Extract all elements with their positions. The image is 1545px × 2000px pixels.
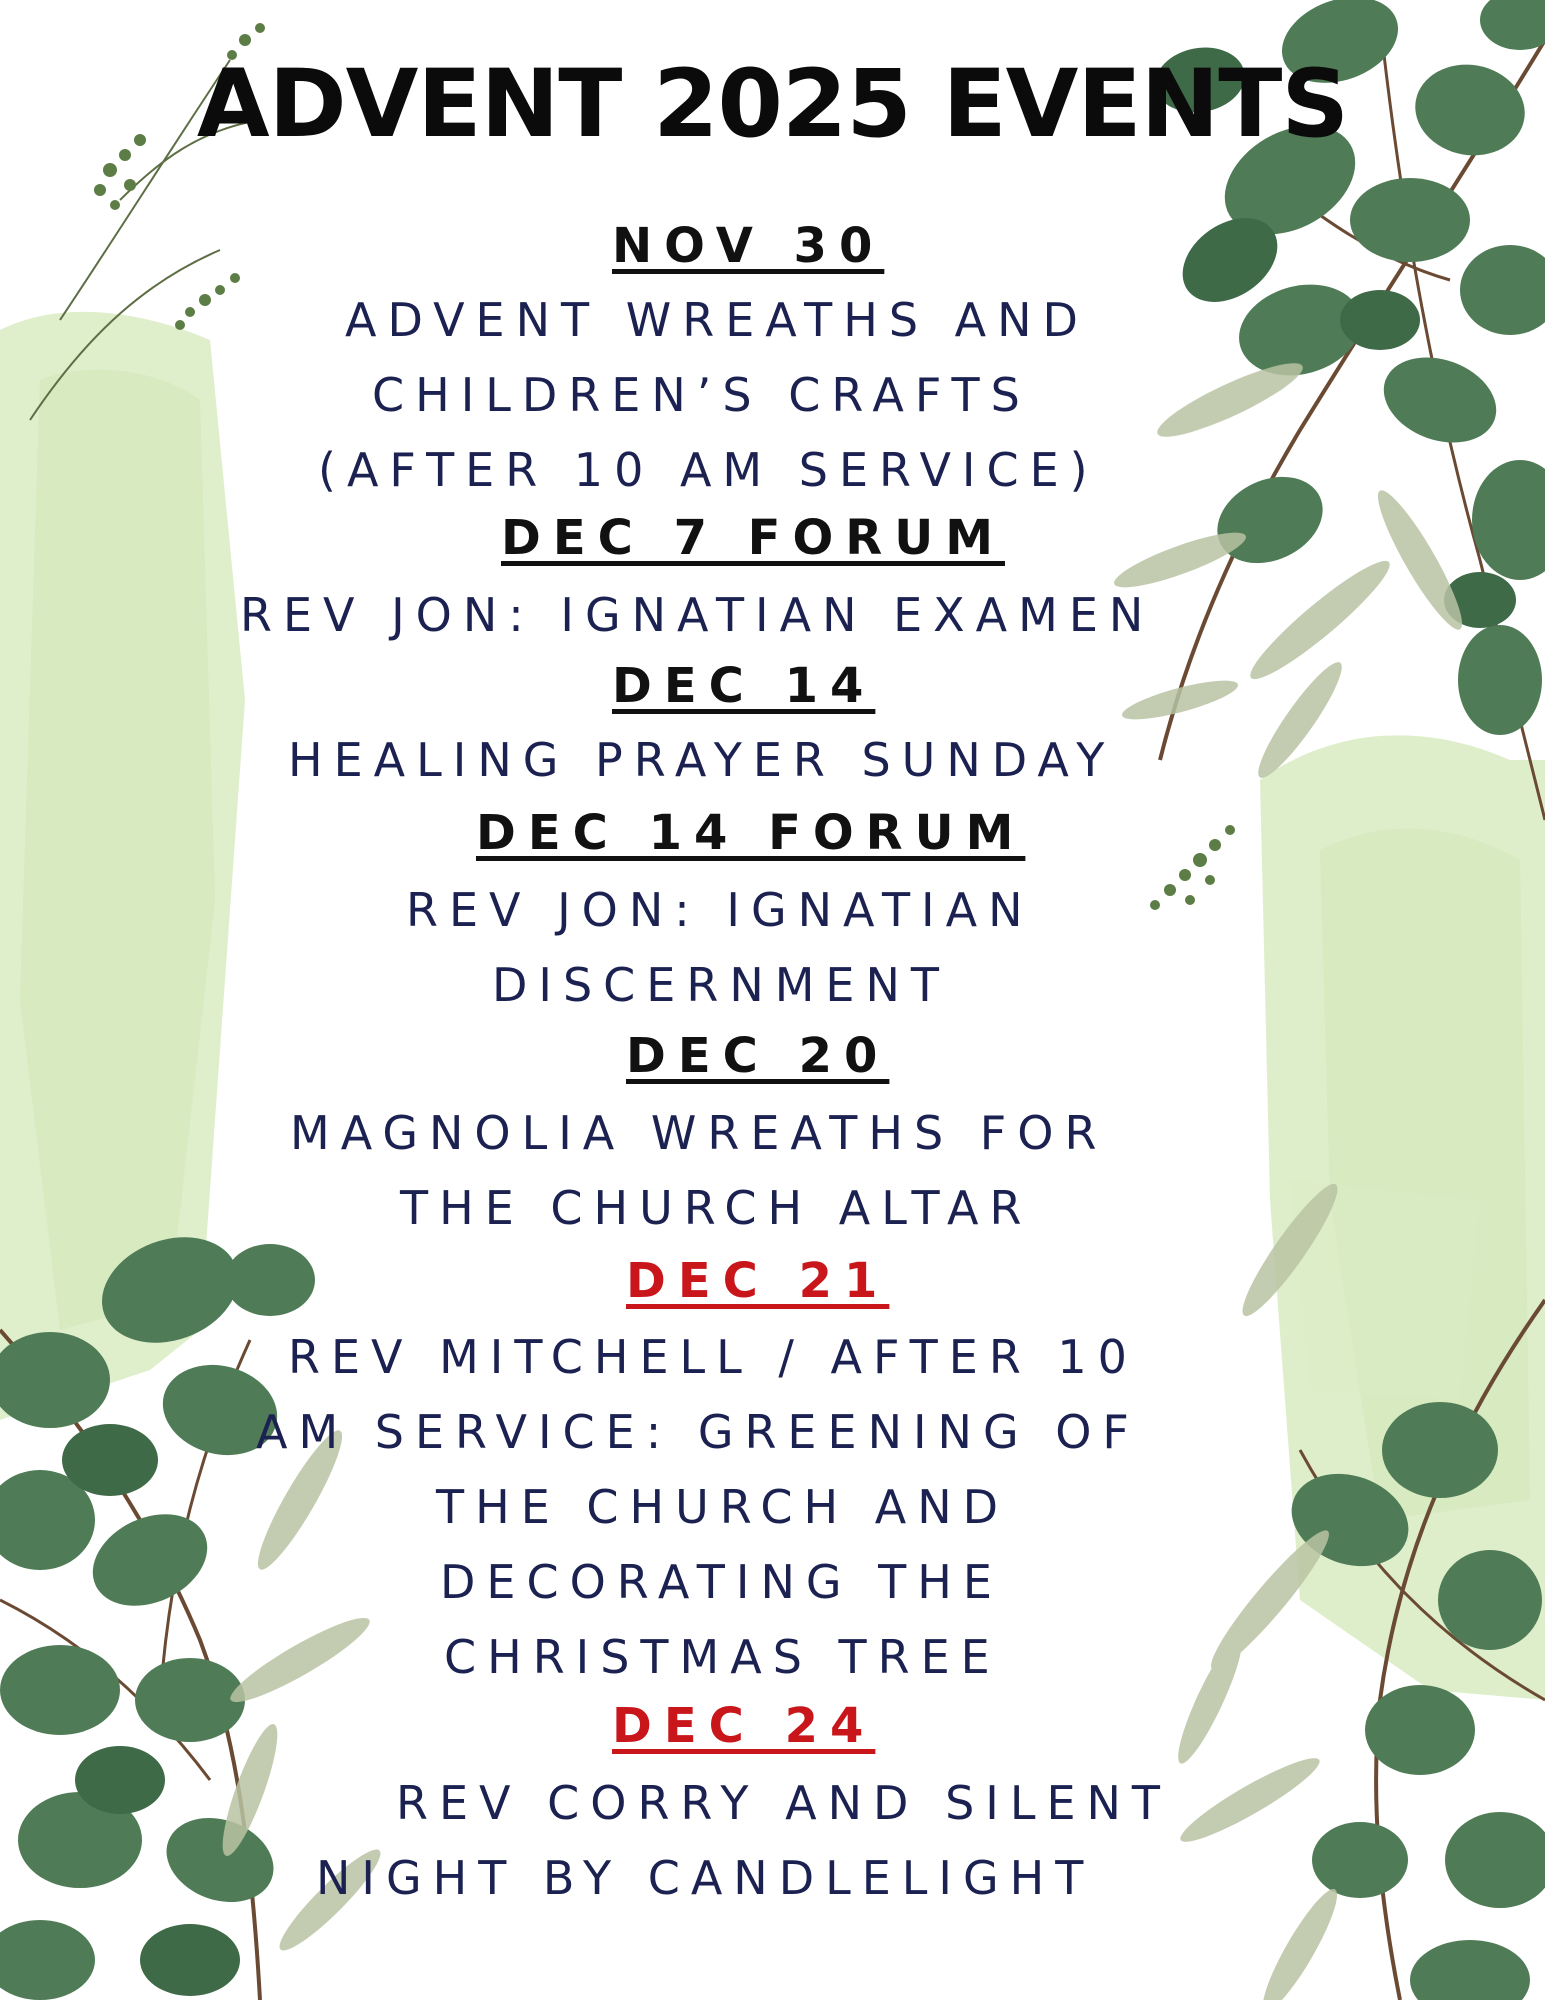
event-date-dec-21: DEC 21 [626,1253,890,1309]
event-description-line: REV MITCHELL / AFTER 10 [288,1330,1138,1384]
event-description-line: DISCERNMENT [492,958,951,1012]
event-description-line: THE CHURCH ALTAR [400,1181,1033,1235]
event-date-dec-14: DEC 14 [612,658,876,714]
event-description-line: THE CHURCH AND [436,1480,1010,1534]
event-date-dec-14-forum: DEC 14 FORUM [476,805,1026,861]
event-description-line: ADVENT WREATHS AND [345,293,1089,347]
event-description-line: DECORATING THE [440,1555,1003,1609]
event-description-line: MAGNOLIA WREATHS FOR [290,1106,1108,1160]
page-title: ADVENT 2025 EVENTS [196,50,1349,159]
event-description-line: CHILDREN’S CRAFTS [372,368,1031,422]
event-description-line: REV CORRY AND SILENT [396,1776,1172,1830]
event-description-line: AM SERVICE: GREENING OF [256,1405,1140,1459]
event-description-line: CHRISTMAS TREE [444,1630,1001,1684]
event-description-line: NIGHT BY CANDLELIGHT [316,1851,1095,1905]
event-date-dec-7-forum: DEC 7 FORUM [501,510,1005,566]
event-date-nov-30: NOV 30 [612,218,885,274]
event-description-line: REV JON: IGNATIAN [406,883,1034,937]
event-description-line: REV JON: IGNATIAN EXAMEN [240,588,1155,642]
event-description-line: (AFTER 10 AM SERVICE) [318,443,1099,497]
event-description-line: HEALING PRAYER SUNDAY [288,733,1116,787]
event-date-dec-24: DEC 24 [612,1698,876,1754]
event-date-dec-20: DEC 20 [626,1028,890,1084]
